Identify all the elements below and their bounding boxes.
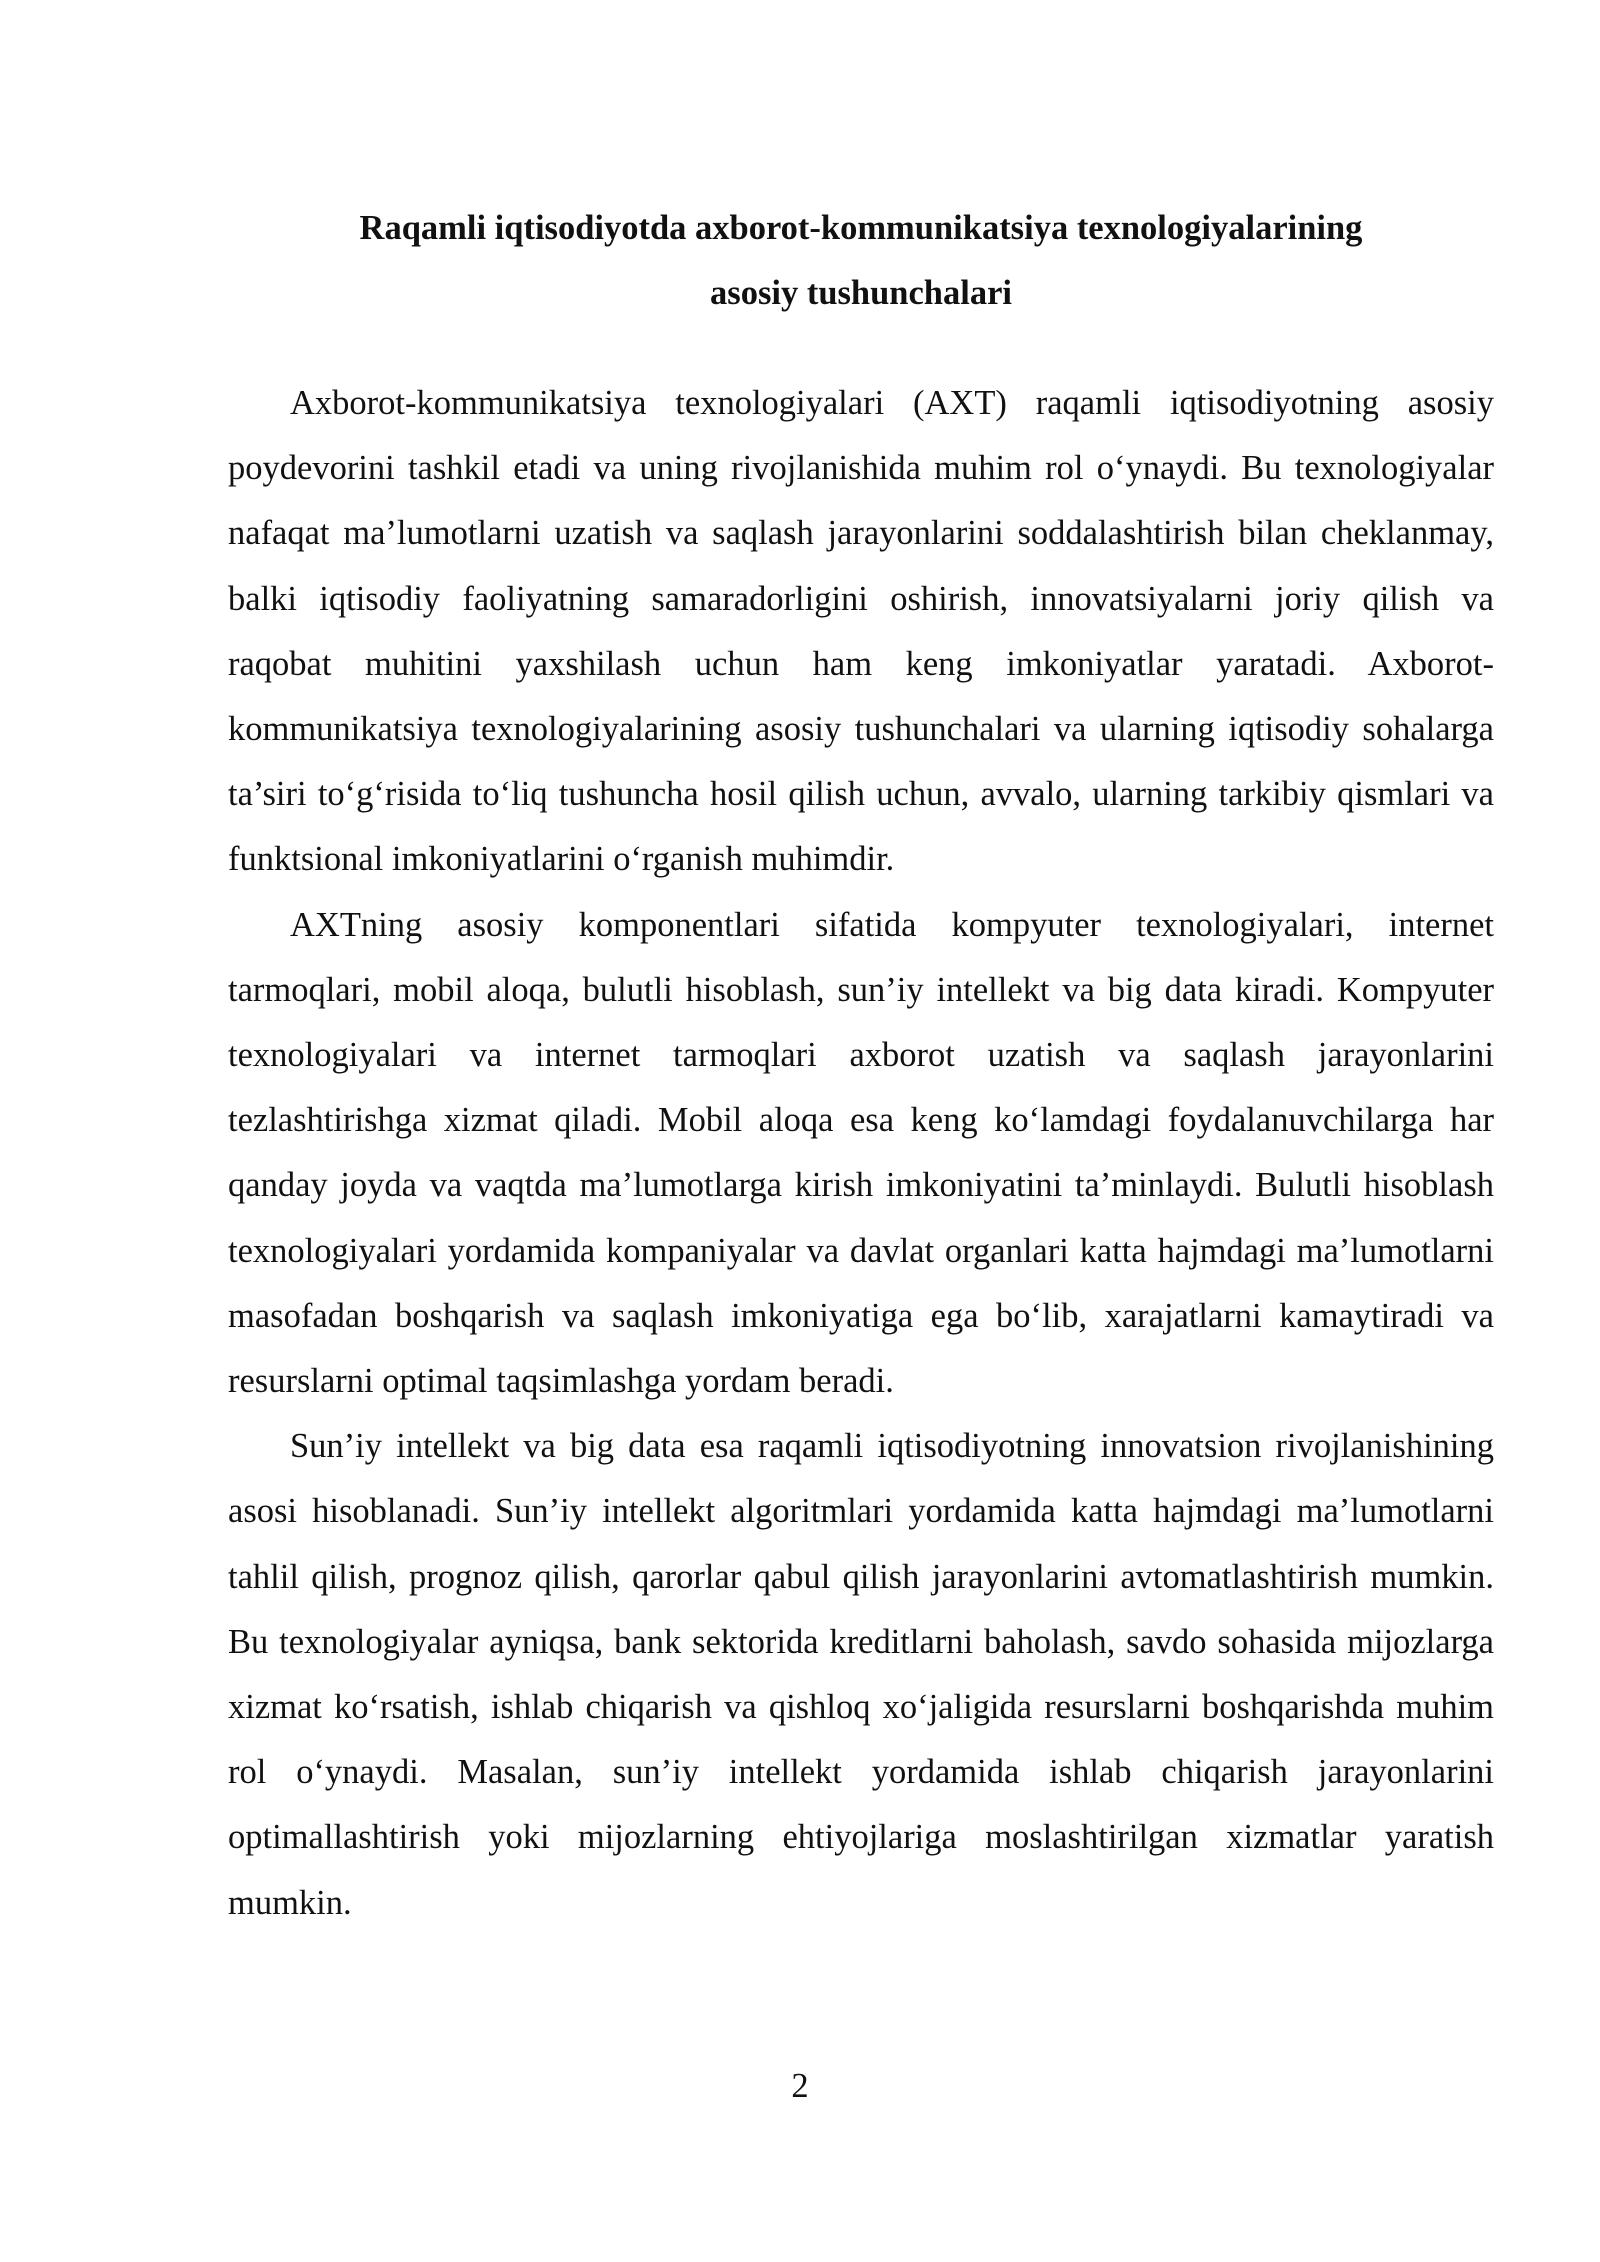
- paragraph-1: Axborot-kommunikatsiya texnologiyalari (AXT) raqamli iqtisodiyotning asosiy poydevorini tashkil etadi va uning rivojlanishida muhim rol o‘ynaydi. Bu texnologiyalar nafaqat ma’lumotlarni uzatish va saqlash jarayonlarini soddalashtirish bilan cheklanmay, balki iqtisodiy faoliyatning samaradorligini oshirish, innovatsiyalarni joriy qilish va raqobat muhitini yaxshilash uchun ham keng imkoniyatlar yaratadi. Axborot-kommunikatsiya texnologiyalarining asosiy tushunchalari va ularning iqtisodiy sohalarga ta’siri to‘g‘risida to‘liq tushuncha hosil qilish uchun, avvalo, ularning tarkibiy qismlari va funktsional imkoniyatlarini o‘rganish muhimdir.: [228, 384, 1494, 879]
- page-number: 2: [791, 2067, 809, 2105]
- paragraph-3: Sun’iy intellekt va big data esa raqamli iqtisodiyotning innovatsion rivojlanishining asosi hisoblanadi. Sun’iy intellekt algoritmlari yordamida katta hajmdagi ma’lumotlarni tahlil qilish, prognoz qilish, qarorlar qabul qilish jarayonlarini avtomatlashtirish mumkin. Bu texnologiyalar ayniqsa, bank sektorida kreditlarni baholash, savdo sohasida mijozlarga xizmat ko‘rsatish, ishlab chiqarish va qishloq xo‘jaligida resurslarni boshqarishda muhim rol o‘ynaydi. Masalan, sun’iy intellekt yordamida ishlab chiqarish jarayonlarini optimallashtirish yoki mijozlarning ehtiyojlariga moslashtirilgan xizmatlar yaratish mumkin.: [228, 1427, 1494, 1922]
- body-text: [228, 371, 1494, 1936]
- paragraph-2: AXTning asosiy komponentlari sifatida kompyuter texnologiyalari, internet tarmoqlari, mobil aloqa, bulutli hisoblash, sun’iy intellekt va big data kiradi. Kompyuter texnologiyalari va internet tarmoqlari axborot uzatish va saqlash jarayonlarini tezlashtirishga xizmat qiladi. Mobil aloqa esa keng ko‘lamdagi foydalanuvchilarga har qanday joyda va vaqtda ma’lumotlarga kirish imkoniyatini ta’minlaydi. Bulutli hisoblash texnologiyalari yordamida kompaniyalar va davlat organlari katta hajmdagi ma’lumotlarni masofadan boshqarish va saqlash imkoniyatiga ega bo‘lib, xarajatlarni kamaytiradi va resurslarni optimal taqsimlashga yordam beradi.: [228, 905, 1494, 1401]
- page-title: [228, 196, 1494, 326]
- title-line-1: Raqamli iqtisodiyotda axborot-kommunikatsiya texnologiyalarining: [359, 209, 1363, 247]
- title-line-2: asosiy tushunchalari: [710, 274, 1012, 312]
